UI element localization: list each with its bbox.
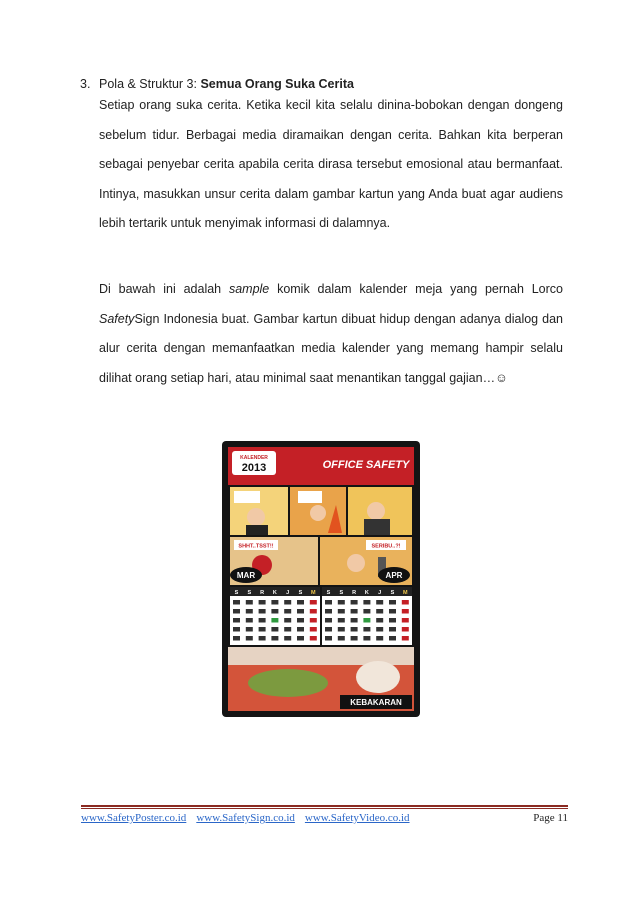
day-cell bbox=[338, 609, 345, 614]
character-body-3 bbox=[364, 519, 390, 535]
day-cell bbox=[259, 618, 266, 623]
paragraph-1: Setiap orang suka cerita. Ketika kecil kita selalu dinina-bobokan dengan dongeng sebelum tidur. Berbagai media diramaikan dengan cerita. Bahkan kita berperan sebagai penyebar cerita apabila cerita dirasa tersebut emosional atau bermanfaat. Intinya, masukkan unsur cerita dalam gambar kartun yang Anda buat agar audiens lebih tertarik untuk menyimak informasi di dalamnya. bbox=[99, 98, 563, 230]
day-cell bbox=[246, 636, 253, 641]
day-cell bbox=[351, 618, 358, 623]
day-cell bbox=[233, 609, 240, 614]
day-cell bbox=[338, 627, 345, 632]
day-cell bbox=[246, 627, 253, 632]
day-cell bbox=[376, 627, 383, 632]
footer-link-safetyposter[interactable]: www.SafetyPoster.co.id bbox=[81, 812, 187, 824]
p2-before: Di bawah ini adalah bbox=[99, 282, 229, 296]
day-cell bbox=[310, 636, 317, 641]
day-cell bbox=[402, 627, 409, 632]
weekday-label: S bbox=[247, 590, 252, 596]
day-cell bbox=[297, 609, 304, 614]
day-cell bbox=[259, 627, 266, 632]
bottom-scene-shape-2 bbox=[356, 661, 400, 693]
speech-text-2: SERIBU..?! bbox=[371, 543, 401, 550]
p2-italic-safety: Safety bbox=[99, 311, 135, 326]
month-right: APR bbox=[385, 571, 403, 580]
weekday-label: M bbox=[311, 590, 316, 596]
day-cell bbox=[271, 636, 278, 641]
footer-link-safetysign[interactable]: www.SafetySign.co.id bbox=[196, 812, 295, 824]
character-head-1 bbox=[247, 508, 265, 526]
character-body-1 bbox=[246, 525, 268, 535]
day-cell bbox=[325, 618, 332, 623]
page-number: Page 11 bbox=[533, 812, 568, 824]
day-cell bbox=[389, 636, 396, 641]
weekday-label: J bbox=[286, 590, 290, 596]
p2-after: Sign Indonesia buat. Gambar kartun dibuat hidup dengan adanya dialog dan alur cerita dengan memanfaatkan media kalender yang memang hampir selalu dilihat orang setiap hari, atau minimal saat menantikan tanggal gajian…☺ bbox=[99, 311, 563, 385]
speech-bubble-1 bbox=[234, 491, 260, 503]
day-cell bbox=[389, 609, 396, 614]
day-cell bbox=[389, 618, 396, 623]
day-cell bbox=[325, 609, 332, 614]
banner-label: KALENDER bbox=[240, 455, 268, 461]
day-cell bbox=[376, 609, 383, 614]
weekday-label: J bbox=[378, 590, 382, 596]
calendar-illustration bbox=[228, 447, 414, 711]
day-cell bbox=[363, 618, 370, 623]
day-cell bbox=[325, 600, 332, 605]
weekday-label: R bbox=[352, 590, 357, 596]
heading-bold: Semua Orang Suka Cerita bbox=[200, 77, 354, 91]
heading-number: 3. bbox=[80, 77, 91, 91]
character-head-3 bbox=[367, 502, 385, 520]
day-cell bbox=[297, 600, 304, 605]
day-cell bbox=[363, 609, 370, 614]
weekday-label: R bbox=[260, 590, 265, 596]
day-cell bbox=[402, 636, 409, 641]
day-cell bbox=[325, 627, 332, 632]
day-cell bbox=[297, 636, 304, 641]
weekday-label: S bbox=[390, 590, 395, 596]
calendar-grids bbox=[230, 587, 412, 645]
weekday-label: K bbox=[272, 590, 277, 596]
day-cell bbox=[297, 618, 304, 623]
day-cell bbox=[271, 627, 278, 632]
day-cell bbox=[389, 600, 396, 605]
day-cell bbox=[246, 600, 253, 605]
bottom-scene-shape-1 bbox=[248, 669, 328, 697]
day-cell bbox=[338, 618, 345, 623]
footer-link-safetyvideo[interactable]: www.SafetyVideo.co.id bbox=[304, 812, 410, 824]
day-cell bbox=[376, 636, 383, 641]
footer bbox=[81, 812, 568, 828]
day-cell bbox=[351, 627, 358, 632]
day-cell bbox=[233, 627, 240, 632]
day-cell bbox=[338, 636, 345, 641]
day-cell bbox=[363, 600, 370, 605]
day-cell bbox=[271, 609, 278, 614]
calendar-image bbox=[222, 441, 420, 717]
weekday-label: M bbox=[403, 590, 408, 596]
day-cell bbox=[402, 618, 409, 623]
day-cell bbox=[310, 600, 317, 605]
day-cell bbox=[284, 618, 291, 623]
day-cell bbox=[284, 609, 291, 614]
day-cell bbox=[233, 600, 240, 605]
bottom-label: KEBAKARAN bbox=[350, 698, 402, 707]
day-cell bbox=[351, 636, 358, 641]
day-cell bbox=[284, 636, 291, 641]
day-cell bbox=[271, 600, 278, 605]
p2-middle: komik dalam kalender meja yang pernah Lorco bbox=[269, 282, 563, 296]
day-cell bbox=[259, 636, 266, 641]
day-cell bbox=[338, 600, 345, 605]
p2-italic-sample: sample bbox=[228, 282, 270, 296]
speech-text-1: SHHT..TSST!! bbox=[238, 543, 274, 550]
day-cell bbox=[271, 618, 278, 623]
weekday-label: K bbox=[364, 590, 369, 596]
day-cell bbox=[363, 636, 370, 641]
weekday-label: S bbox=[326, 590, 331, 596]
day-cell bbox=[246, 609, 253, 614]
weekday-label: S bbox=[298, 590, 303, 596]
speech-bubble-2 bbox=[298, 491, 322, 503]
calendar-title: OFFICE SAFETY bbox=[322, 459, 410, 471]
day-cell bbox=[259, 600, 266, 605]
day-cell bbox=[310, 627, 317, 632]
day-cell bbox=[310, 618, 317, 623]
day-cell bbox=[402, 600, 409, 605]
day-cell bbox=[246, 618, 253, 623]
day-cell bbox=[351, 609, 358, 614]
paragraph-2 bbox=[99, 275, 563, 393]
weekday-label: S bbox=[234, 590, 239, 596]
month-left: MAR bbox=[236, 571, 256, 580]
day-cell bbox=[376, 618, 383, 623]
day-cell bbox=[389, 627, 396, 632]
weekday-label: S bbox=[339, 590, 344, 596]
character-head-4 bbox=[347, 554, 365, 572]
footer-rule-thick bbox=[81, 805, 568, 807]
day-cell bbox=[351, 600, 358, 605]
heading-prefix: Pola & Struktur 3: bbox=[99, 77, 201, 91]
day-cell bbox=[297, 627, 304, 632]
character-head-2 bbox=[310, 505, 326, 521]
day-cell bbox=[325, 636, 332, 641]
day-cell bbox=[310, 609, 317, 614]
footer-rule-thin bbox=[81, 808, 568, 809]
day-cell bbox=[233, 636, 240, 641]
year-text: 2013 bbox=[241, 462, 267, 474]
day-cell bbox=[233, 618, 240, 623]
day-cell bbox=[402, 609, 409, 614]
day-cell bbox=[284, 627, 291, 632]
day-cell bbox=[259, 609, 266, 614]
day-cell bbox=[376, 600, 383, 605]
day-cell bbox=[363, 627, 370, 632]
day-cell bbox=[284, 600, 291, 605]
